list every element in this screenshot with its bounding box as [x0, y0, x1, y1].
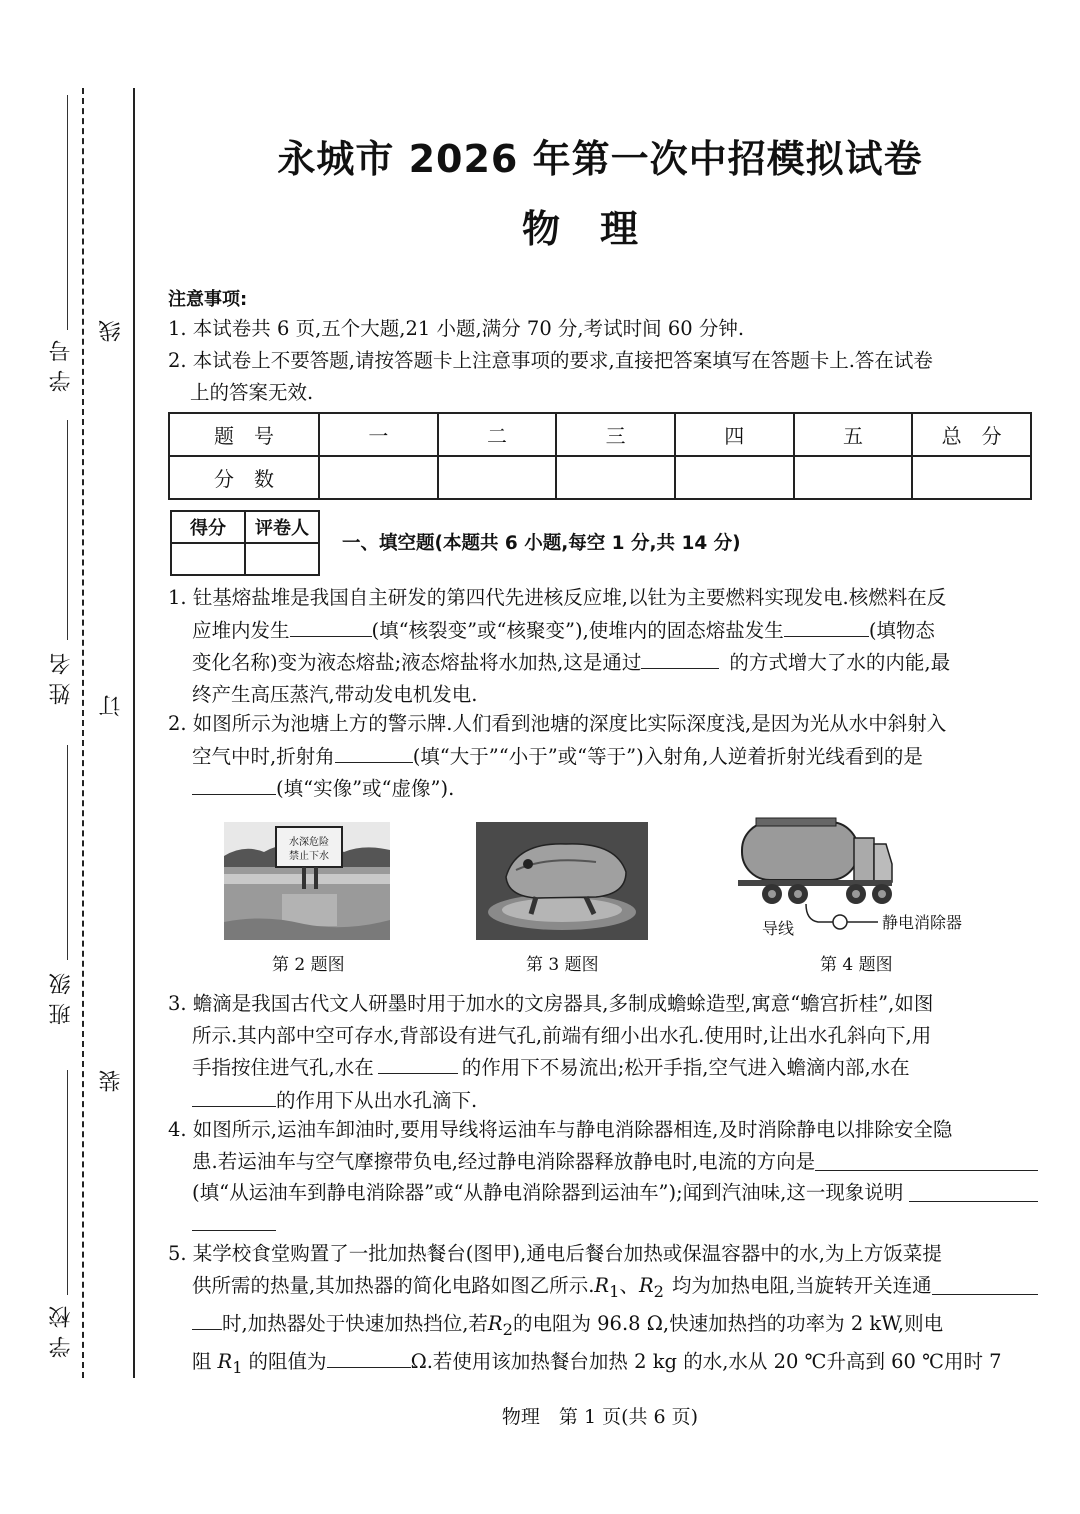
- q5-text: 阻: [192, 1350, 212, 1374]
- q5-text: 时,加热器处于快速加热挡位,若: [222, 1311, 488, 1335]
- r1-symbol: [217, 1350, 243, 1378]
- q5-text: 均为加热电阻,当旋转开关连通: [671, 1273, 932, 1297]
- notice-item-2-cont: 上的答案无效.: [190, 381, 314, 404]
- q4-text: 患.若运油车与空气摩擦带负电,经过静电消除器释放静电时,电流的方向是: [192, 1149, 816, 1173]
- q5-text: 的电阻为 96.8 Ω,快速加热挡的功率为 2 kW,则电: [512, 1311, 944, 1335]
- q4-text: (填“从运油车到静电消除器”或“从静电消除器到运油车”);闻到汽油味,这一现象说明: [192, 1181, 904, 1204]
- score-cell: 四: [675, 413, 794, 456]
- page-footer: 物理 第 1 页(共 6 页): [501, 1406, 699, 1428]
- score-cell: 总 分: [912, 413, 1031, 456]
- q1-line-1: 1. 钍基熔盐堆是我国自主研发的第四代先进核反应堆,以钍为主要燃料实现发电.核燃料在反: [168, 586, 947, 609]
- score-cell: [675, 456, 794, 499]
- answer-blank[interactable]: [932, 1270, 1038, 1295]
- answer-blank[interactable]: [192, 1084, 276, 1107]
- binding-solid-line: [133, 88, 135, 1378]
- notice-heading: 注意事项:: [168, 289, 248, 310]
- sign-text-line-2: 禁止下水: [289, 851, 329, 862]
- name-underline: [67, 420, 68, 640]
- r2-symbol: [487, 1311, 513, 1339]
- score-cell: 三: [556, 413, 675, 456]
- score-cell: 题 号: [169, 413, 319, 456]
- score-cell: 五: [794, 413, 913, 456]
- grade-cell: [171, 543, 245, 575]
- score-cell: 一: [319, 413, 438, 456]
- wire-label: 导线: [762, 919, 795, 938]
- grade-cell: [245, 543, 319, 575]
- grade-box: [170, 510, 320, 576]
- answer-blank[interactable]: [192, 1216, 276, 1231]
- subject-title: 物理: [521, 207, 678, 251]
- r1-subscript: 1: [232, 1358, 243, 1378]
- q1-line-3: [168, 646, 1038, 679]
- score-cell: [319, 456, 438, 499]
- score-cell: [794, 456, 913, 499]
- answer-blank[interactable]: [335, 740, 413, 763]
- q1-text: 应堆内发生: [192, 618, 290, 642]
- q2-text: 空气中时,折射角: [192, 744, 335, 768]
- q5-line-2: [168, 1270, 1038, 1307]
- q5-line-1: 5. 某学校食堂购置了一批加热餐台(图甲),通电后餐台加热或保温容器中的水,为上方饭菜提: [168, 1242, 942, 1265]
- answer-blank[interactable]: [784, 614, 869, 637]
- question-1: [168, 582, 1038, 710]
- q2-line-2: [168, 740, 1038, 773]
- score-cell: 分 数: [169, 456, 319, 499]
- figure-3-caption: 第 3 题图: [526, 955, 599, 975]
- question-5: [168, 1238, 1038, 1384]
- q1-text: 变化名称)变为液态熔盐;液态熔盐将水加热,这是通过: [192, 651, 642, 674]
- answer-blank[interactable]: [192, 1307, 222, 1330]
- answer-blank[interactable]: [378, 1051, 458, 1074]
- q4-line-3: [168, 1177, 1038, 1209]
- question-2: [168, 708, 1038, 805]
- score-table-score-row: [169, 456, 1031, 499]
- answer-blank[interactable]: [815, 1146, 1038, 1171]
- figure-3-toad-water-dropper: [476, 822, 648, 940]
- answer-blank[interactable]: [192, 772, 276, 795]
- figure-2-caption: 第 2 题图: [272, 955, 345, 975]
- q3-text: 手指按住进气孔,水在: [192, 1056, 374, 1079]
- q1-text: 的方式增大了水的内能,最: [729, 651, 951, 674]
- score-cell: [556, 456, 675, 499]
- grade-grader-label: 评卷人: [245, 511, 319, 543]
- q2-line-3: [168, 772, 1038, 805]
- q4-line-4: [168, 1209, 1038, 1241]
- q5-text: 供所需的热量,其加热器的简化电路如图乙所示.: [192, 1273, 595, 1297]
- bind-char-order: 订: [99, 695, 124, 717]
- class-underline: [67, 745, 68, 960]
- q2-line-1: 2. 如图所示为池塘上方的警示牌.人们看到池塘的深度比实际深度浅,是因为光从水中斜射入: [168, 712, 947, 735]
- sign-text-line-1: 水深危险: [289, 837, 329, 848]
- q1-line-4: 终产生高压蒸汽,带动发电机发电.: [192, 682, 478, 706]
- r2-letter: R: [638, 1273, 654, 1297]
- bind-char-pack: 装: [99, 1070, 124, 1092]
- q3-line-4: [168, 1084, 1038, 1117]
- r2-symbol: [639, 1270, 664, 1307]
- score-table-header-row: [169, 413, 1031, 456]
- figure-2-warning-sign: [224, 822, 390, 940]
- class-label: 班级: [49, 965, 74, 1025]
- grade-score-label: 得分: [171, 511, 245, 543]
- q2-text: (填“实像”或“虚像”).: [276, 777, 455, 800]
- r2-subscript: 2: [653, 1281, 664, 1301]
- school-label: 学校: [49, 1298, 74, 1358]
- section-1-heading: 一、填空题(本题共 6 小题,每空 1 分,共 14 分): [342, 533, 741, 554]
- r1-subscript: 1: [609, 1281, 620, 1301]
- r1-letter: R: [217, 1350, 233, 1374]
- score-cell: [912, 456, 1031, 499]
- eliminator-label: 静电消除器: [882, 913, 963, 932]
- name-label: 姓名: [49, 645, 74, 705]
- notice-item-2: 2. 本试卷上不要答题,请按答题卡上注意事项的要求,直接把答案填写在答题卡上.答在试卷: [168, 349, 933, 372]
- q4-line-1: 4. 如图所示,运油车卸油时,要用导线将运油车与静电消除器相连,及时消除静电以排除安全隐: [168, 1118, 953, 1141]
- q3-line-2: 所示.其内部中空可存水,背部设有进气孔,前端有细小出水孔.使用时,让出水孔斜向下,用: [192, 1023, 932, 1047]
- answer-blank[interactable]: [909, 1177, 1038, 1202]
- q1-line-2: [168, 614, 1038, 647]
- q3-text: 的作用下从出水孔滴下.: [276, 1088, 478, 1112]
- q1-text: (填物态: [868, 618, 935, 642]
- notice-item-1: 1. 本试卷共 6 页,五个大题,21 小题,满分 70 分,考试时间 60 分钟.: [168, 317, 745, 340]
- binding-dashed-line: [82, 88, 84, 1378]
- answer-blank[interactable]: [327, 1345, 411, 1368]
- answer-blank[interactable]: [290, 614, 372, 637]
- q5-line-3: [168, 1307, 1038, 1345]
- figure-4-caption: 第 4 题图: [820, 955, 893, 975]
- r1-symbol: [594, 1270, 619, 1307]
- id-label: 学号: [49, 332, 74, 392]
- score-cell: [438, 456, 557, 499]
- q3-line-3: [168, 1051, 1038, 1084]
- q3-line-1: 3. 蟾滴是我国古代文人研墨时用于加水的文房器具,多制成蟾蜍造型,寓意“蟾宫折桂”,如图: [168, 992, 934, 1015]
- q1-text: (填“核裂变”或“核聚变”),使堆内的固态熔盐发生: [371, 618, 784, 642]
- r1-letter: R: [594, 1273, 610, 1297]
- q5-line-4: [168, 1345, 1038, 1383]
- q3-text: 的作用下不易流出;松开手指,空气进入蟾滴内部,水在: [461, 1056, 910, 1079]
- q5-text: 、: [619, 1273, 639, 1297]
- r2-letter: R: [487, 1311, 503, 1335]
- q2-text: (填“大于”“小于”或“等于”)入射角,人逆着折射光线看到的是: [412, 744, 923, 768]
- exam-title: 永城市 2026 年第一次中招模拟试卷: [277, 137, 923, 181]
- school-underline: [67, 1070, 68, 1295]
- bind-char-line: 线: [99, 320, 124, 342]
- figure-4-oil-tanker: [736, 814, 986, 942]
- q5-text: 的阻值为: [248, 1350, 327, 1374]
- question-4: [168, 1114, 1038, 1240]
- question-3: [168, 988, 1038, 1116]
- q5-text: Ω.若使用该加热餐台加热 2 kg 的水,水从 20 ℃升高到 60 ℃用时 7: [410, 1350, 1002, 1374]
- answer-blank[interactable]: [641, 646, 719, 669]
- q4-line-2: [168, 1146, 1038, 1178]
- score-cell: 二: [438, 413, 557, 456]
- score-table: [168, 412, 1032, 500]
- r2-subscript: 2: [502, 1319, 513, 1339]
